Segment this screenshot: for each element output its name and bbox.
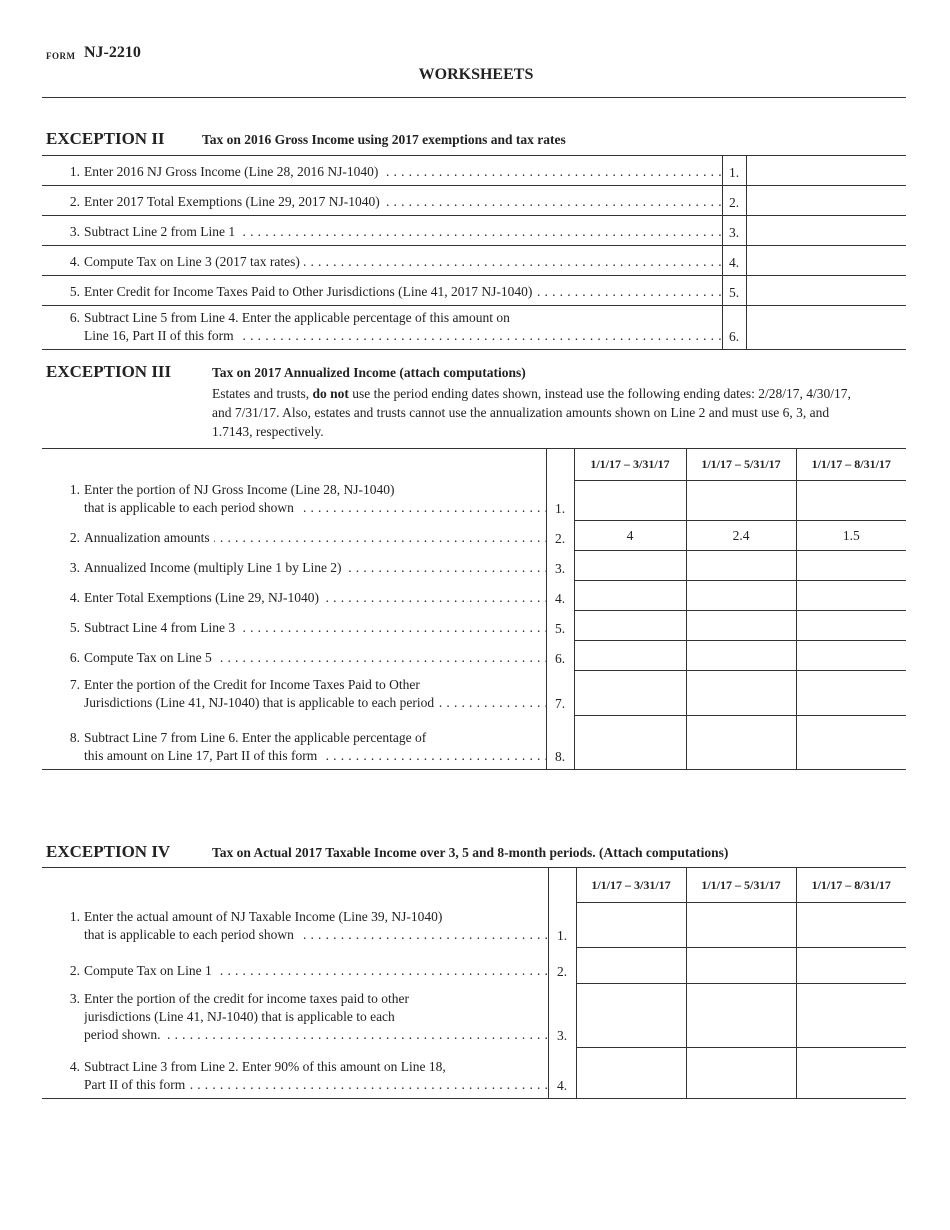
line-box-label: 4.	[722, 246, 746, 276]
exception3-line3-col1-input[interactable]	[574, 551, 686, 581]
table-row	[42, 984, 906, 1048]
exception2-line2-input[interactable]	[746, 186, 906, 216]
table-header-row	[42, 868, 906, 903]
table-row	[42, 156, 906, 186]
exception2-line5-input[interactable]	[746, 276, 906, 306]
column-header: 1/1/17 – 5/31/17	[686, 449, 796, 481]
exception3-note	[212, 384, 862, 441]
exception2-line3-input[interactable]	[746, 216, 906, 246]
line-box-label: 1.	[546, 481, 574, 521]
line-box-label: 6.	[722, 306, 746, 350]
exception4-line2-col3-input[interactable]	[796, 948, 906, 984]
line-text: that is applicable to each period shown	[84, 499, 298, 517]
line-text: Enter 2016 NJ Gross Income (Line 28, 2016 NJ-1040)	[84, 163, 382, 181]
table-row	[42, 581, 906, 611]
table-row	[42, 276, 906, 306]
exception2-line4-input[interactable]	[746, 246, 906, 276]
exception3-line1-col2-input[interactable]	[686, 481, 796, 521]
line-box-label: 5.	[546, 611, 574, 641]
column-header: 1/1/17 – 3/31/17	[574, 449, 686, 481]
exception3-subtitle: Tax on 2017 Annualized Income (attach computations)	[212, 365, 526, 380]
exception4-line4-col2-input[interactable]	[686, 1048, 796, 1099]
line-text: Subtract Line 7 from Line 6. Enter the applicable percentage of	[84, 730, 430, 745]
exception3-line6-col3-input[interactable]	[796, 641, 906, 671]
table-row	[42, 306, 906, 350]
line-text: jurisdictions (Line 41, NJ-1040) that is applicable to each	[84, 1009, 399, 1024]
line-number: 1.	[69, 481, 80, 497]
annualization-value: 2.4	[686, 521, 796, 551]
exception4-line3-col3-input[interactable]	[796, 984, 906, 1048]
table-row	[42, 671, 906, 716]
line-box-label: 3.	[546, 551, 574, 581]
annualization-value: 4	[574, 521, 686, 551]
exception3-line6-col1-input[interactable]	[574, 641, 686, 671]
form-label: FORM	[46, 51, 76, 61]
line-text: that is applicable to each period shown	[84, 926, 298, 944]
exception4-line3-col2-input[interactable]	[686, 984, 796, 1048]
exception3-line5-col3-input[interactable]	[796, 611, 906, 641]
line-number: 4.	[69, 1059, 80, 1074]
line-text: Enter the portion of NJ Gross Income (Line 28, NJ-1040)	[84, 482, 398, 497]
line-number: 6.	[69, 310, 80, 325]
exception3-table	[42, 448, 906, 770]
line-text: Enter Total Exemptions (Line 29, NJ-1040)	[84, 589, 323, 607]
line-text: this amount on Line 17, Part II of this form	[84, 747, 321, 765]
line-text: Subtract Line 3 from Line 2. Enter 90% of this amount on Line 18,	[84, 1059, 450, 1074]
line-box-label: 2.	[722, 186, 746, 216]
table-row	[42, 948, 906, 984]
exception2-line6-input[interactable]	[746, 306, 906, 350]
exception3-line4-col1-input[interactable]	[574, 581, 686, 611]
line-text: Jurisdictions (Line 41, NJ-1040) that is applicable to each period	[84, 694, 438, 712]
line-text: Compute Tax on Line 3 (2017 tax rates)	[84, 253, 304, 271]
line-number: 3.	[69, 559, 80, 575]
line-text: Subtract Line 5 from Line 4. Enter the applicable percentage of this amount on	[84, 310, 514, 325]
exception4-line1-col2-input[interactable]	[686, 903, 796, 948]
line-number: 1.	[69, 164, 80, 179]
exception4-line1-col3-input[interactable]	[796, 903, 906, 948]
column-header: 1/1/17 – 8/31/17	[796, 868, 906, 903]
exception2-table	[42, 155, 906, 350]
exception3-line4-col2-input[interactable]	[686, 581, 796, 611]
note-emphasis: do not	[312, 386, 349, 401]
exception3-line7-col2-input[interactable]	[686, 671, 796, 716]
table-row	[42, 216, 906, 246]
line-box-label: 1.	[548, 903, 576, 948]
line-text: Subtract Line 4 from Line 3	[84, 619, 239, 637]
line-number: 2.	[69, 962, 80, 978]
line-text: Enter 2017 Total Exemptions (Line 29, 2017 NJ-1040)	[84, 193, 384, 211]
exception4-table	[42, 867, 906, 1099]
line-number: 5.	[69, 284, 80, 299]
line-text: Enter the portion of the credit for income taxes paid to other	[84, 991, 413, 1006]
line-number: 8.	[69, 730, 80, 745]
line-text: Enter the portion of the Credit for Income Taxes Paid to Other	[84, 677, 424, 692]
line-text: Compute Tax on Line 1	[84, 962, 216, 980]
exception3-line7-col3-input[interactable]	[796, 671, 906, 716]
exception3-line8-col3-input[interactable]	[796, 716, 906, 770]
exception2-line1-input[interactable]	[746, 156, 906, 186]
line-number: 7.	[69, 676, 80, 692]
line-box-label: 5.	[722, 276, 746, 306]
exception3-line8-col1-input[interactable]	[574, 716, 686, 770]
table-header-row	[42, 449, 906, 481]
line-box-label: 1.	[722, 156, 746, 186]
exception4-line4-col3-input[interactable]	[796, 1048, 906, 1099]
line-text: Annualized Income (multiply Line 1 by Line 2)	[84, 559, 346, 577]
exception4-line1-col1-input[interactable]	[576, 903, 686, 948]
exception2-subtitle: Tax on 2016 Gross Income using 2017 exemptions and tax rates	[202, 132, 566, 147]
line-box-label: 2.	[548, 948, 576, 984]
line-text: Part II of this form	[84, 1076, 189, 1094]
line-number: 4.	[69, 589, 80, 605]
table-row	[42, 611, 906, 641]
exception4-line2-col1-input[interactable]	[576, 948, 686, 984]
line-box-label: 6.	[546, 641, 574, 671]
line-box-label: 4.	[548, 1048, 576, 1099]
line-text: Enter the actual amount of NJ Taxable Income (Line 39, NJ-1040)	[84, 909, 446, 924]
exception3-line3-col3-input[interactable]	[796, 551, 906, 581]
exception3-line5-col1-input[interactable]	[574, 611, 686, 641]
page-title: WORKSHEETS	[418, 66, 534, 83]
line-number: 3.	[69, 224, 80, 239]
exception3-line4-col3-input[interactable]	[796, 581, 906, 611]
exception3-title: EXCEPTION III	[46, 362, 172, 381]
note-text: Estates and trusts,	[212, 386, 313, 401]
line-text: Line 16, Part II of this form	[84, 327, 238, 345]
column-header: 1/1/17 – 3/31/17	[576, 868, 686, 903]
exception3-line6-col2-input[interactable]	[686, 641, 796, 671]
exception4-line2-col2-input[interactable]	[686, 948, 796, 984]
table-row	[42, 521, 906, 551]
line-number: 1.	[69, 908, 80, 924]
line-number: 5.	[69, 619, 80, 635]
exception3-line1-col1-input[interactable]	[574, 481, 686, 521]
exception4-line3-col1-input[interactable]	[576, 984, 686, 1048]
table-row	[42, 716, 906, 770]
exception4-subtitle: Tax on Actual 2017 Taxable Income over 3, 5 and 8-month periods. (Attach computations)	[212, 845, 729, 860]
note-text: use the period ending dates shown, instead use the following ending dates: 2/28/17, 4/30/17, and 7/31/17. Also, estates and trusts cannot use the annualization amounts shown on Line 2 and must use 6, 3, and 1.7143, respectively.	[212, 386, 851, 439]
line-box-label: 3.	[722, 216, 746, 246]
line-text: Enter Credit for Income Taxes Paid to Other Jurisdictions (Line 41, 2017 NJ-1040)	[84, 283, 536, 301]
line-text: Subtract Line 2 from Line 1	[84, 223, 239, 241]
line-number: 6.	[69, 649, 80, 665]
table-row	[42, 1048, 906, 1099]
table-row	[42, 246, 906, 276]
column-header: 1/1/17 – 8/31/17	[796, 449, 906, 481]
line-box-label: 4.	[546, 581, 574, 611]
line-number: 2.	[69, 194, 80, 209]
exception3-line1-col3-input[interactable]	[796, 481, 906, 521]
exception4-line4-col1-input[interactable]	[576, 1048, 686, 1099]
exception3-line3-col2-input[interactable]	[686, 551, 796, 581]
line-box-label: 7.	[546, 671, 574, 716]
table-row	[42, 903, 906, 948]
exception3-line7-col1-input[interactable]	[574, 671, 686, 716]
table-row	[42, 186, 906, 216]
line-number: 2.	[69, 529, 80, 545]
line-text: Annualization amounts	[84, 529, 214, 547]
line-box-label: 3.	[548, 984, 576, 1048]
column-header: 1/1/17 – 5/31/17	[686, 868, 796, 903]
table-row	[42, 641, 906, 671]
line-text: period shown.	[84, 1026, 165, 1044]
exception4-title: EXCEPTION IV	[46, 842, 171, 861]
line-number: 3.	[69, 990, 80, 1006]
line-text: Compute Tax on Line 5	[84, 649, 216, 667]
line-box-label: 8.	[546, 716, 574, 770]
exception3-line8-col2-input[interactable]	[686, 716, 796, 770]
line-number: 4.	[69, 254, 80, 269]
exception2-title: EXCEPTION II	[46, 129, 165, 148]
table-row	[42, 481, 906, 521]
line-box-label: 2.	[546, 521, 574, 551]
annualization-value: 1.5	[796, 521, 906, 551]
form-number: NJ-2210	[84, 44, 141, 61]
table-row	[42, 551, 906, 581]
header-divider	[42, 97, 906, 98]
exception3-line5-col2-input[interactable]	[686, 611, 796, 641]
